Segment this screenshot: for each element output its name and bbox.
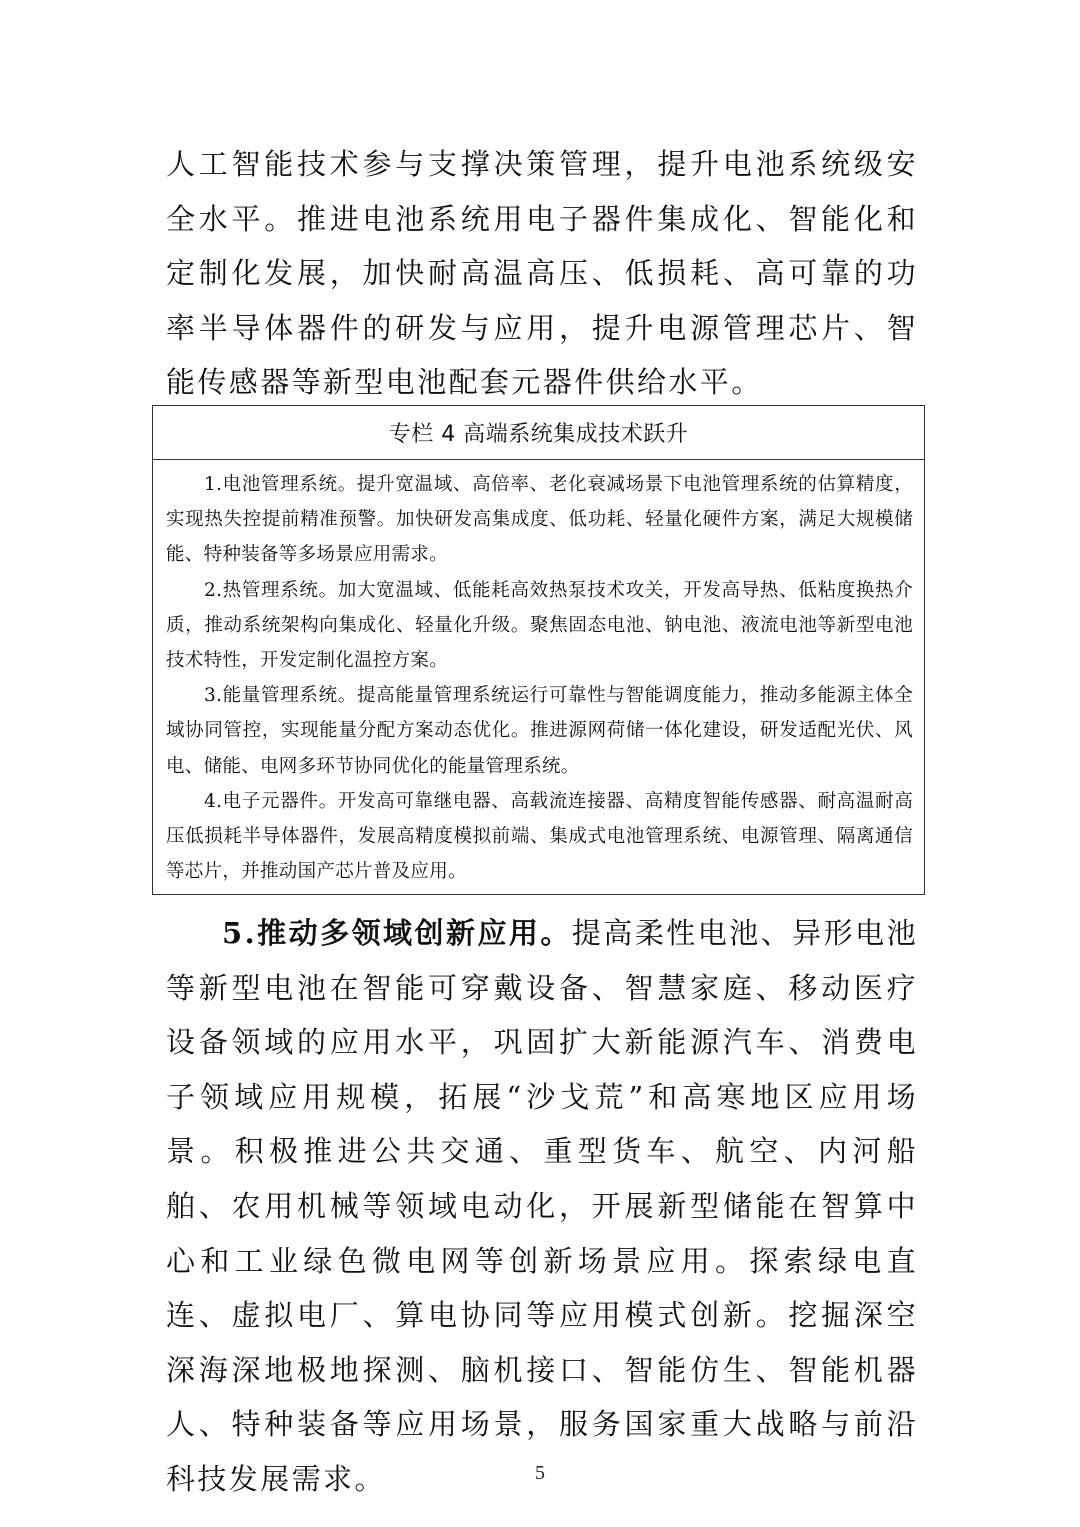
- column-box-title: 专栏 4 高端系统集成技术跃升: [153, 406, 924, 460]
- column-item-electronic-components: 4.电子元器件。开发高可靠继电器、高载流连接器、高精度智能传感器、耐高温耐高压低损耗半导体器件，发展高精度模拟前端、集成式电池管理系统、电源管理、隔离通信等芯片，并推动国产芯片普及应用。: [166, 790, 913, 883]
- column-item-energy-management: 3.能量管理系统。提高能量管理系统运行可靠性与智能调度能力，推动多能源主体全域协同管控，实现能量分配方案动态优化。推进源网荷储一体化建设，研发适配光伏、风电、储能、电网多环节协同优化的能量管理系统。: [166, 685, 913, 777]
- section-body-text: 提高柔性电池、异形电池等新型电池在智能可穿戴设备、智慧家庭、移动医疗设备领域的应用水平，巩固扩大新能源汽车、消费电子领域应用规模，拓展“沙戈荒”和高寒地区应用场景。积极推进公共交通、重型货车、航空、内河船舶、农用机械等领域电动化，开展新型储能在智算中心和工业绿色微电网等创新场景应用。探索绿电直连、虚拟电厂、算电协同等应用模式创新。挖掘深空深海深地极地探测、脑机接口、智能仿生、智能机器人、特种装备等应用场景，服务国家重大战略与前沿科技发展需求。: [166, 916, 918, 1496]
- column-item-battery-management: 1.电池管理系统。提升宽温域、高倍率、老化衰减场景下电池管理系统的估算精度，实现热失控提前精准预警。加快研发高集成度、低功耗、轻量化硬件方案，满足大规模储能、特种装备等多场景应用需求。: [166, 474, 913, 566]
- body-paragraph-bottom: [166, 906, 918, 1507]
- column-box-body: [153, 460, 924, 889]
- body-paragraph-top: 人工智能技术参与支撑决策管理，提升电池系统级安全水平。推进电池系统用电子器件集成化、智能化和定制化发展，加快耐高温高压、低损耗、高可靠的功率半导体器件的研发与应用，提升电源管理芯片、智能传感器等新型电池配套元器件供给水平。: [166, 147, 918, 400]
- page-number: 5: [535, 1462, 545, 1484]
- section-heading-inline: 5.推动多领域创新应用。: [222, 916, 572, 950]
- column-box: [152, 405, 925, 895]
- column-item-thermal-management: 2.热管理系统。加大宽温域、低能耗高效热泵技术攻关，开发高导热、低粘度换热介质，推动系统架构向集成化、轻量化升级。聚焦固态电池、钠电池、液流电池等新型电池技术特性，开发定制化温控方案。: [166, 579, 913, 672]
